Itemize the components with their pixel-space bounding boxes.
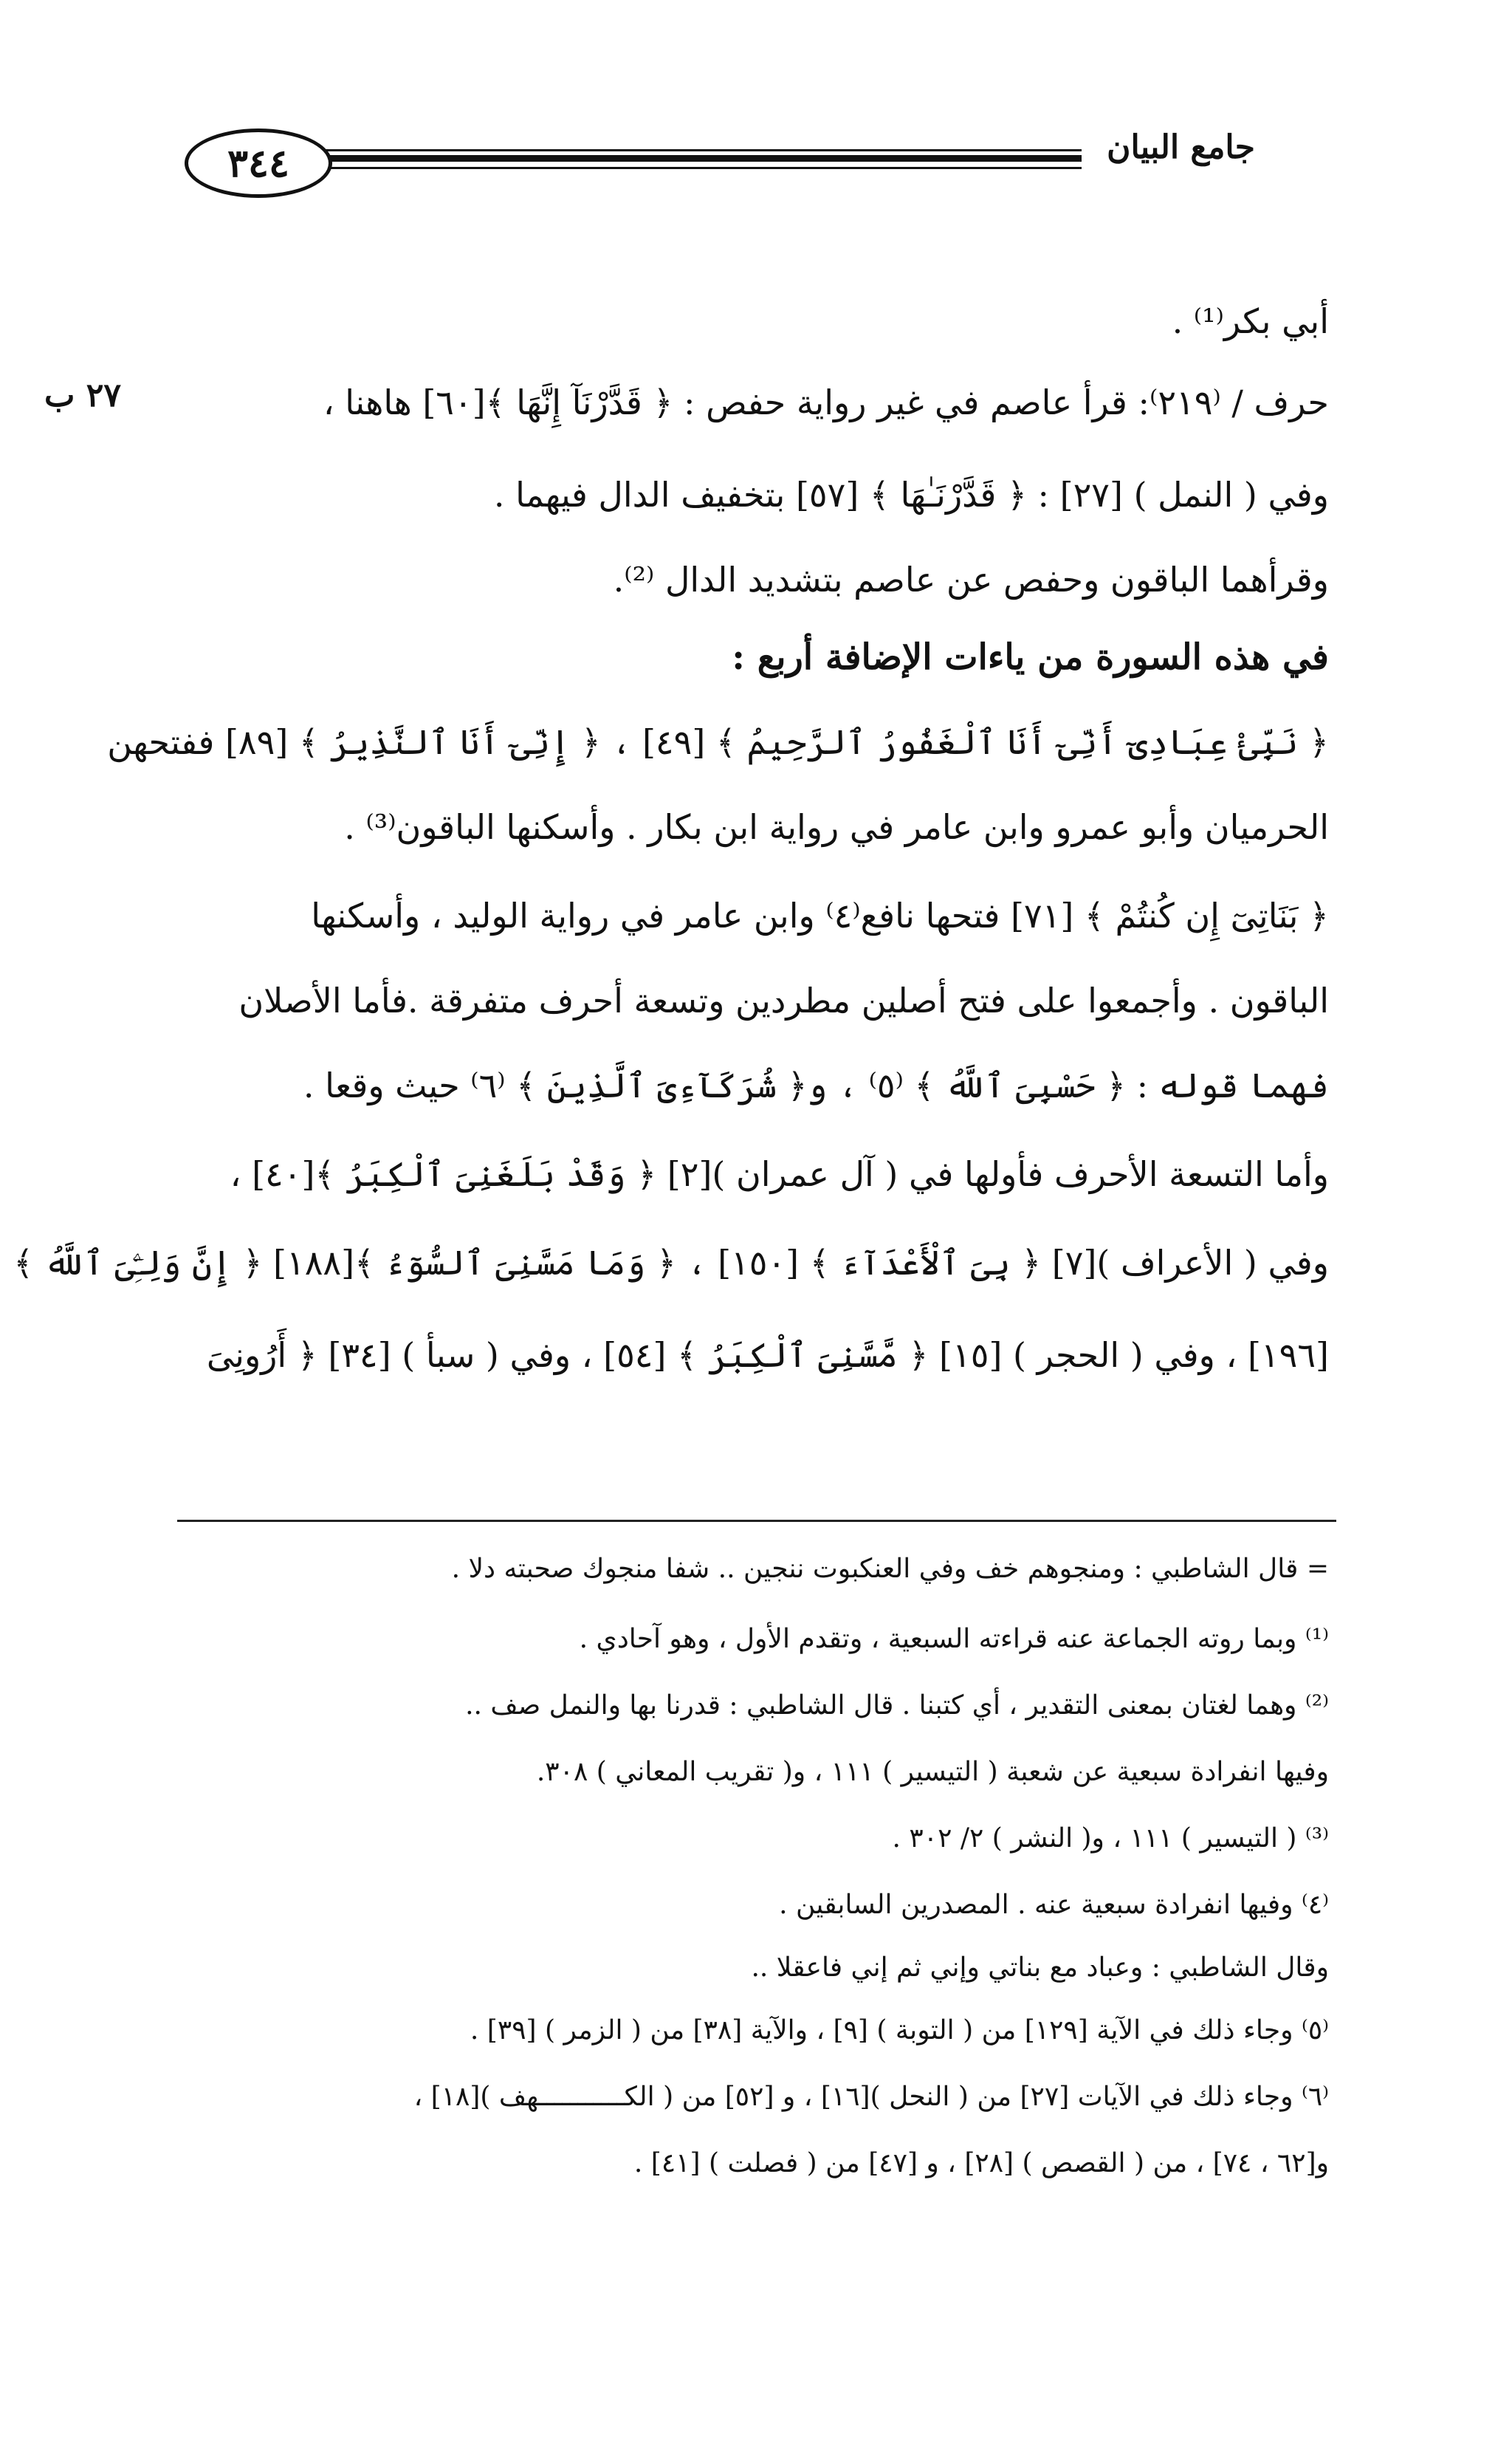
- body-line: وفي ( الأعراف )[٧] ﴿ بِىَ ٱلْأَعْدَآءَ ﴾ [١٥٠] ، ﴿ وَمَا مَسَّنِىَ ٱلسُّوٓءُ ﴾[١٨٨] ﴿ إِنَّ وَلِـِّۧىَ ٱللَّهُ ﴾: [13, 1243, 1329, 1283]
- footnote-line: و[٦٢ ، ٧٤] ، من ( القصص ) [٢٨] ، و [٤٧] من ( فصلت ) [٤١] .: [633, 2148, 1329, 2178]
- body-line: ﴿ بَنَاتِىٓ إِن كُنتُمْ ﴾ [٧١] فتحها نافع⁽٤⁾ وابن عامر في رواية الوليد ، وأسكنها: [311, 896, 1329, 936]
- body-line: الباقون . وأجمعوا على فتح أصلين مطردين وتسعة أحرف متفرقة .فأما الأصلان: [238, 981, 1329, 1021]
- footnote-line: ⁽٤⁾ وفيها انفرادة سبعية عنه . المصدرين السابقين .: [779, 1890, 1329, 1920]
- header-rule: [325, 167, 1082, 169]
- footnote-line: ⁽٦⁾ وجاء ذلك في الآيات [٢٧] من ( النحل )[١٦] ، و [٥٢] من ( الكـــــــــــهف )[١٨] ،: [413, 2082, 1329, 2112]
- section-heading: في هذه السورة من ياءات الإضافة أربع :: [732, 637, 1329, 678]
- body-line: [١٩٦] ، وفي ( الحجر ) [١٥] ﴿ مَّسَّنِىَ ٱلْكِبَرُ ﴾ [٥٤] ، وفي ( سبأ ) [٣٤] ﴿ أَرُونِىَ: [206, 1335, 1329, 1375]
- body-line: الحرميان وأبو عمرو وابن عامر في رواية ابن بكار . وأسكنها الباقون⁽³⁾ .: [344, 807, 1329, 847]
- body-line: وقرأهما الباقون وحفص عن عاصم بتشديد الدال ⁽²⁾.: [613, 560, 1329, 600]
- footnote-line: ⁽٥⁾ وجاء ذلك في الآية [١٢٩] من ( التوبة ) [٩] ، والآية [٣٨] من ( الزمر ) [٣٩] .: [470, 2015, 1329, 2046]
- header-rule: [325, 155, 1082, 162]
- body-line: حرف / ⁽٢١٩⁾: قرأ عاصم في غير رواية حفص : ﴿ قَدَّرْنَآ إِنَّهَا ﴾[٦٠] هاهنا ،: [323, 383, 1329, 422]
- footnote-line: = قال الشاطبي : ومنجوهم خف وفي العنكبوت ننجين .. شفا منجوك صحبته دلا .: [451, 1554, 1329, 1584]
- footnote-line: ⁽¹⁾ وبما روته الجماعة عنه قراءته السبعية ، وتقدم الأول ، وهو آحادي .: [579, 1624, 1329, 1654]
- footnote-line: ⁽²⁾ وهما لغتان بمعنى التقدير ، أي كتبنا . قال الشاطبي : قدرنا بها والنمل صف ..: [465, 1690, 1329, 1721]
- margin-folio-note: ٢٧ ب: [44, 377, 122, 414]
- body-line: ﴿ نَبِّئْ عِبَادِىٓ أَنِّىٓ أَنَا ٱلْغَفُورُ ٱلرَّحِيمُ ﴾ [٤٩] ، ﴿ إِنِّىٓ أَنَا ٱلنَّذِيرُ ﴾ [٨٩] ففتحهن: [107, 722, 1329, 762]
- page-number: ٣٤٤: [185, 128, 332, 198]
- footnote-line: ⁽³⁾ ( التيسير ) ١١١ ، و( النشر ) ٢/ ٣٠٢ .: [892, 1823, 1329, 1854]
- page-header: [140, 124, 1255, 198]
- body-line: فهما قوله : ﴿ حَسْبِىَ ٱللَّهُ ﴾ ⁽٥⁾ ، و﴿ شُرَكَآءِىَ ٱلَّذِينَ ﴾ ⁽٦⁾ حيث وقعا .: [303, 1066, 1329, 1105]
- header-rule: [325, 149, 1082, 151]
- footnote-line: وقال الشاطبي : وعباد مع بناتي وإني ثم إني فاعقلا ..: [751, 1952, 1329, 1983]
- book-title: جامع البيان: [1107, 128, 1255, 166]
- body-line: وأما التسعة الأحرف فأولها في ( آل عمران )[٢] ﴿ وَقَدْ بَلَغَنِىَ ٱلْكِبَرُ ﴾[٤٠] ،: [230, 1154, 1329, 1194]
- body-line: وفي ( النمل ) [٢٧] : ﴿ قَدَّرْنَـٰهَا ﴾ [٥٧] بتخفيف الدال فيهما .: [493, 475, 1329, 515]
- footnote-separator: [177, 1520, 1336, 1522]
- footnote-line: وفيها انفرادة سبعية عن شعبة ( التيسير ) ١١١ ، و( تقريب المعاني ) ٣٠٨.: [536, 1757, 1329, 1787]
- body-line: أبي بكر⁽¹⁾ .: [1172, 301, 1329, 341]
